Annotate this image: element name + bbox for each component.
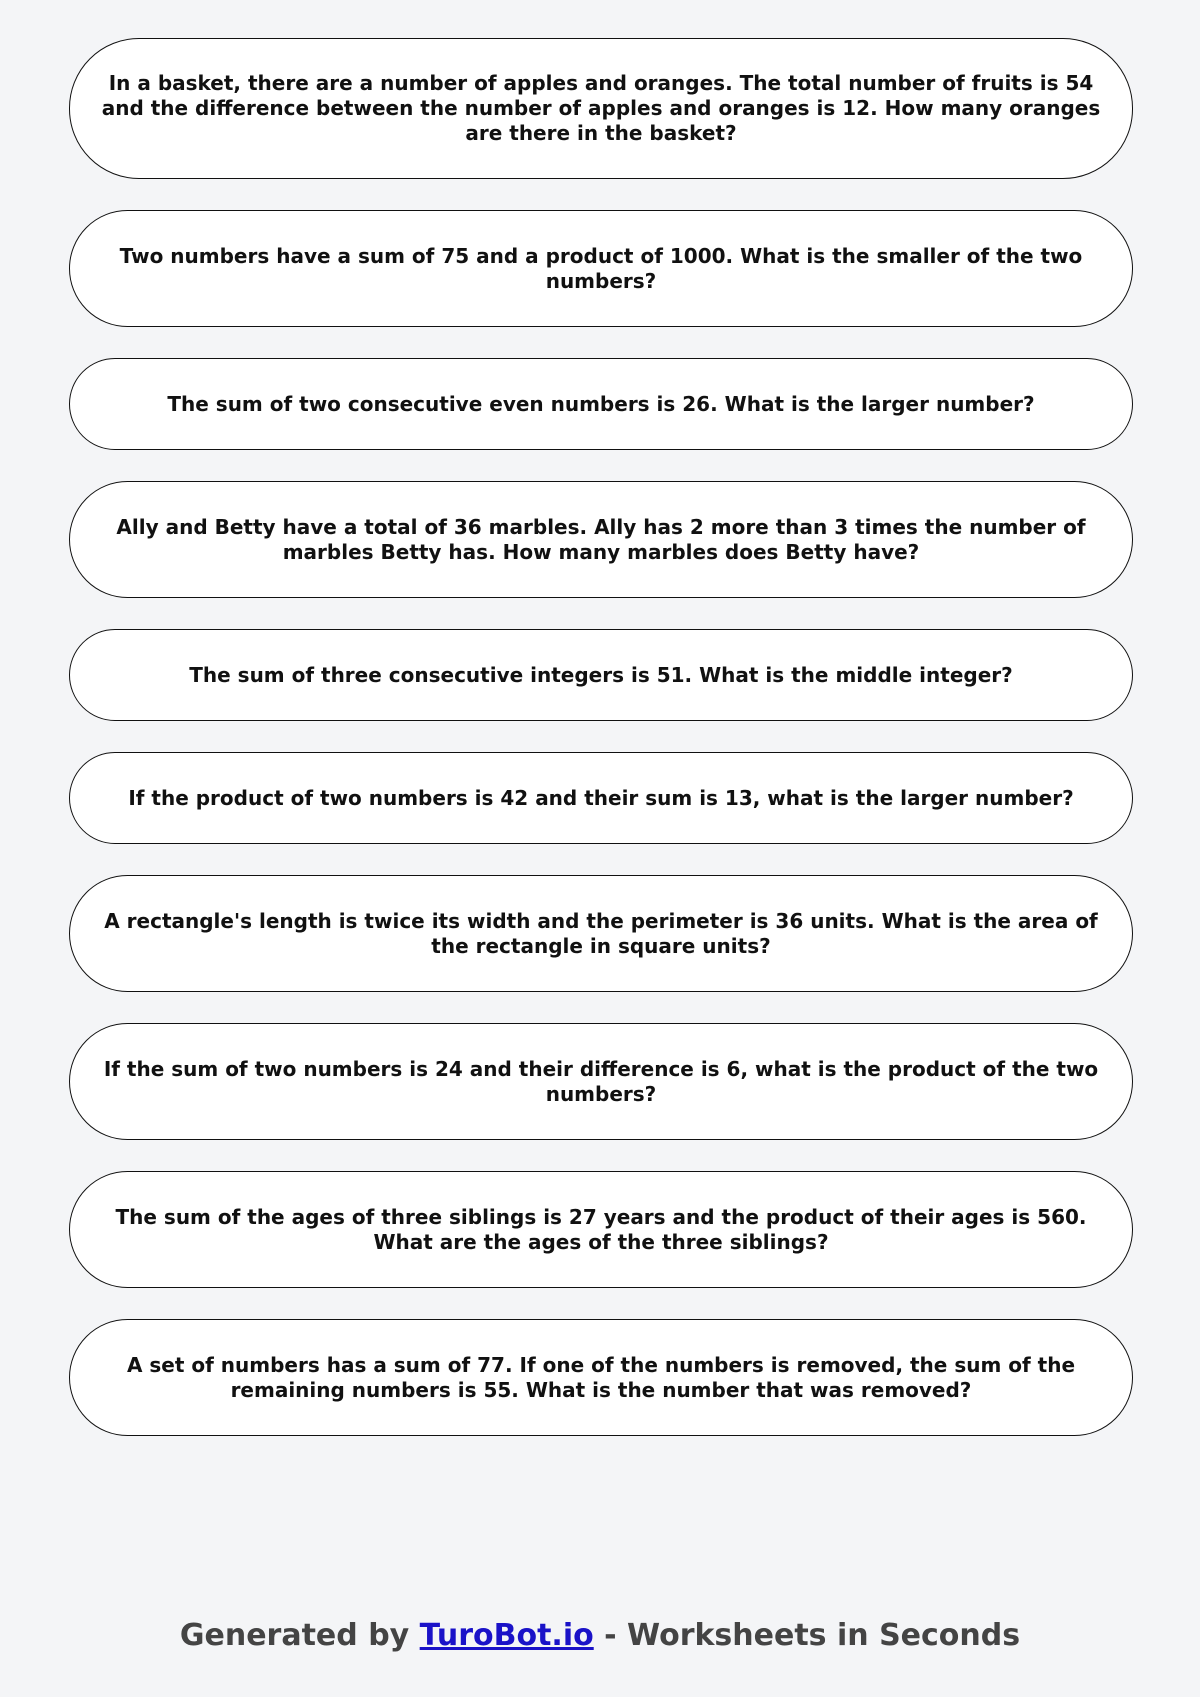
question-text-3: The sum of two consecutive even numbers is 26. What is the larger number? (167, 391, 1035, 416)
question-list (69, 38, 1133, 1467)
question-box-8 (69, 1023, 1133, 1140)
question-box-7 (69, 875, 1133, 992)
footer-attribution (0, 1618, 1200, 1653)
question-box-1 (69, 38, 1133, 179)
question-text-2: Two numbers have a sum of 75 and a product of 1000. What is the smaller of the two numbers? (119, 243, 1083, 293)
question-text-9: The sum of the ages of three siblings is 27 years and the product of their ages is 560. What are the ages of the three siblings? (115, 1204, 1087, 1254)
question-text-1: In a basket, there are a number of apples and oranges. The total number of fruits is 54 and the difference between the number of apples and oranges is 12. How many oranges are there in the basket? (101, 71, 1101, 145)
question-text-4: Ally and Betty have a total of 36 marbles. Ally has 2 more than 3 times the number of marbles Betty has. How many marbles does Betty have? (116, 514, 1086, 564)
question-text-7: A rectangle's length is twice its width and the perimeter is 36 units. What is the area of the rectangle in square units? (104, 908, 1098, 958)
question-text-5: The sum of three consecutive integers is 51. What is the middle integer? (189, 662, 1013, 687)
question-text-6: If the product of two numbers is 42 and their sum is 13, what is the larger number? (128, 785, 1074, 810)
question-box-3 (69, 358, 1133, 450)
footer-prefix: Generated by (179, 1618, 420, 1653)
question-box-9 (69, 1171, 1133, 1288)
footer-suffix: - Worksheets in Seconds (593, 1618, 1021, 1653)
question-box-5 (69, 629, 1133, 721)
question-box-6 (69, 752, 1133, 844)
question-box-2 (69, 210, 1133, 327)
turobot-link[interactable]: TuroBot.io (419, 1618, 594, 1653)
question-box-10 (69, 1319, 1133, 1436)
question-box-4 (69, 481, 1133, 598)
question-text-8: If the sum of two numbers is 24 and their difference is 6, what is the product of the two numbers? (103, 1056, 1099, 1106)
question-text-10: A set of numbers has a sum of 77. If one of the numbers is removed, the sum of the remaining numbers is 55. What is the number that was removed? (126, 1352, 1076, 1402)
